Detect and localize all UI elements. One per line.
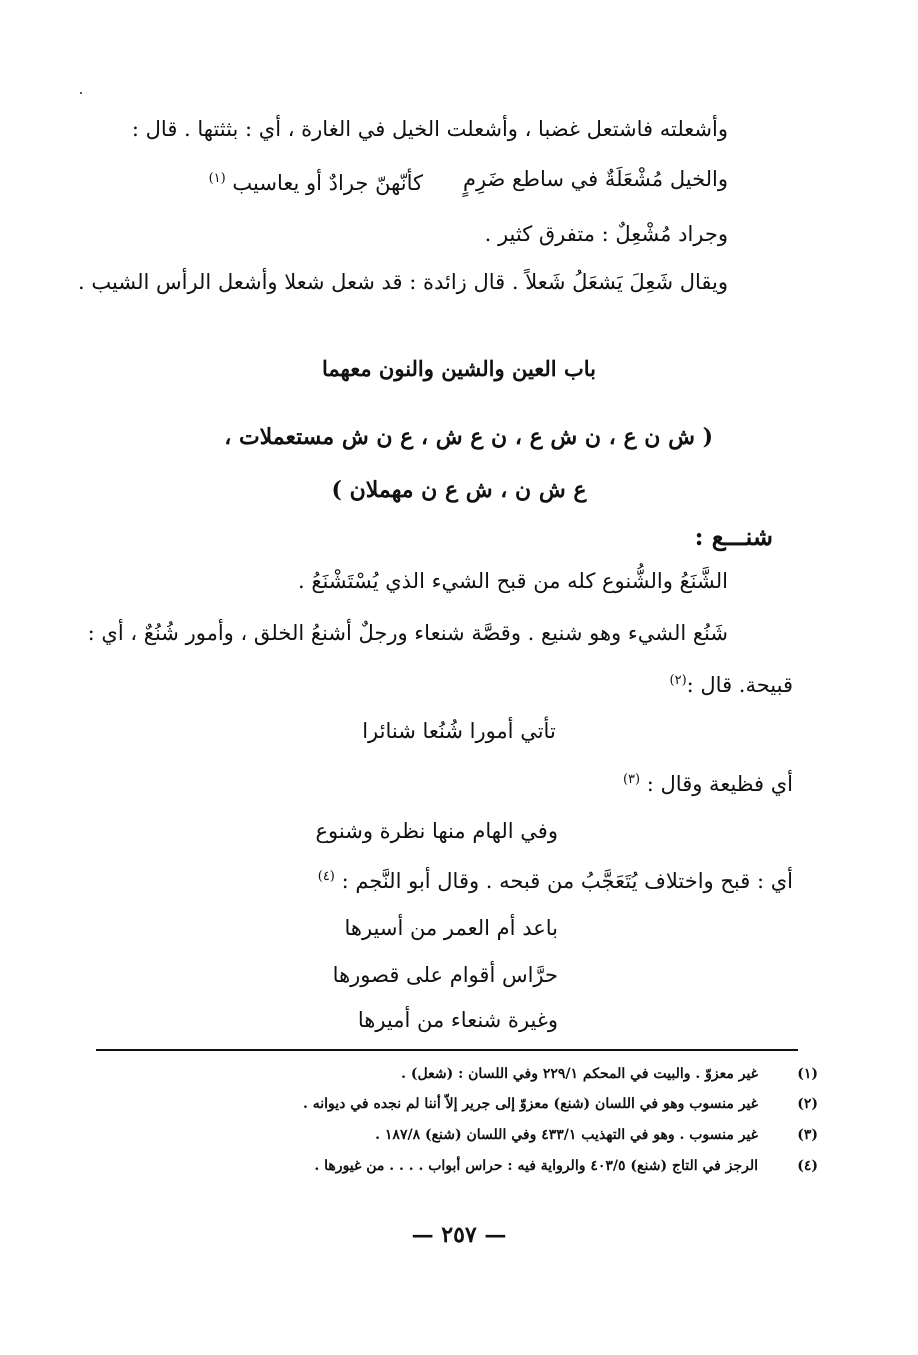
footnote-number: (٤) xyxy=(797,1158,818,1174)
entry-para-3: قبيحة. قال :$^{(٢)}$ xyxy=(669,673,793,697)
roots-line-1: ( ش ن ع ، ن ش ع ، ن ع ش ، ع ن ش مستعملات ، xyxy=(224,424,713,450)
roots-line-2: ع ش ن ، ش ع ن مهملان ) xyxy=(331,477,587,503)
section-heading: باب العين والشين والنون معهما xyxy=(322,356,596,381)
verse-1-first-half: والخيل مُشْعَلَةٌ في ساطع ضَرِمٍ xyxy=(462,167,728,191)
footnote-text: غير معزوّ . والبيت في المحكم ٢٢٩/١ وفي اللسان : (شعل) . xyxy=(401,1066,758,1082)
footnote-ref-4: (٤) xyxy=(317,869,335,884)
verse-4-line-2: حرَّاس أقوام على قصورها xyxy=(332,963,558,987)
footnote-separator xyxy=(96,1049,798,1051)
footnote-number: (٢) xyxy=(797,1096,818,1112)
text-line-3: وجراد مُشْعِلٌ : متفرق كثير . xyxy=(484,222,728,246)
entry-root: شنـــع : xyxy=(694,522,773,551)
verse-3: وفي الهام منها نظرة وشنوع xyxy=(315,819,558,843)
page-number: — ٢٥٧ — xyxy=(411,1222,507,1248)
verse-4-line-3: وغيرة شنعاء من أميرها xyxy=(357,1008,558,1032)
scan-speck xyxy=(80,92,82,94)
text-line-4: ويقال شَعِلَ يَشعَلُ شَعلاً . قال زائدة : قد شعل شعلا وأشعل الرأس الشيب . xyxy=(78,270,728,294)
footnote-ref-2: (٢) xyxy=(669,673,687,688)
footnote-ref-3: (٣) xyxy=(622,772,641,787)
verse-2: تأتي أمورا شُنُعا شنائرا xyxy=(362,719,556,743)
footnote-text: غير منسوب وهو في اللسان (شنع) معزوّ إلى جرير إلاّ أننا لم نجده في ديوانه . xyxy=(302,1096,758,1112)
entry-para-2: شَنُع الشيء وهو شنيع . وقصَّة شنعاء ورجلٌ أشنعُ الخلق ، وأمور شُنُعٌ ، أي : xyxy=(87,621,728,645)
footnote-text: غير منسوب . وهو في التهذيب ٤٣٣/١ وفي اللسان (شنع) ١٨٧/٨ . xyxy=(375,1127,758,1143)
entry-para-4: أي فظيعة وقال : $^{(٣)}$ xyxy=(622,772,793,796)
verse-1-second-half: كأنّهنّ جرادٌ أو يعاسيب $^{(١)}$ xyxy=(208,171,423,195)
entry-para-1: الشَّنَعُ والشُّنوع كله من قبح الشيء الذي يُسْتَشْنَعُ . xyxy=(298,569,728,593)
footnote-number: (٣) xyxy=(797,1127,818,1143)
footnote-number: (١) xyxy=(797,1066,818,1082)
text-line-1: وأشعلته فاشتعل غضبا ، وأشعلت الخيل في الغارة ، أي : بثثتها . قال : xyxy=(131,117,728,141)
entry-para-5: أي : قبح واختلاف يُتَعَجَّبُ من قبحه . وقال أبو النَّجم : $^{(٤)}$ xyxy=(317,869,793,893)
footnote-ref-1: (١) xyxy=(208,171,226,186)
footnote-text: الرجز في التاج (شنع) ٤٠٣/٥ والرواية فيه : حراس أبواب . . . . من غيورها . xyxy=(314,1158,758,1174)
verse-4-line-1: باعد أم العمر من أسيرها xyxy=(344,916,558,940)
